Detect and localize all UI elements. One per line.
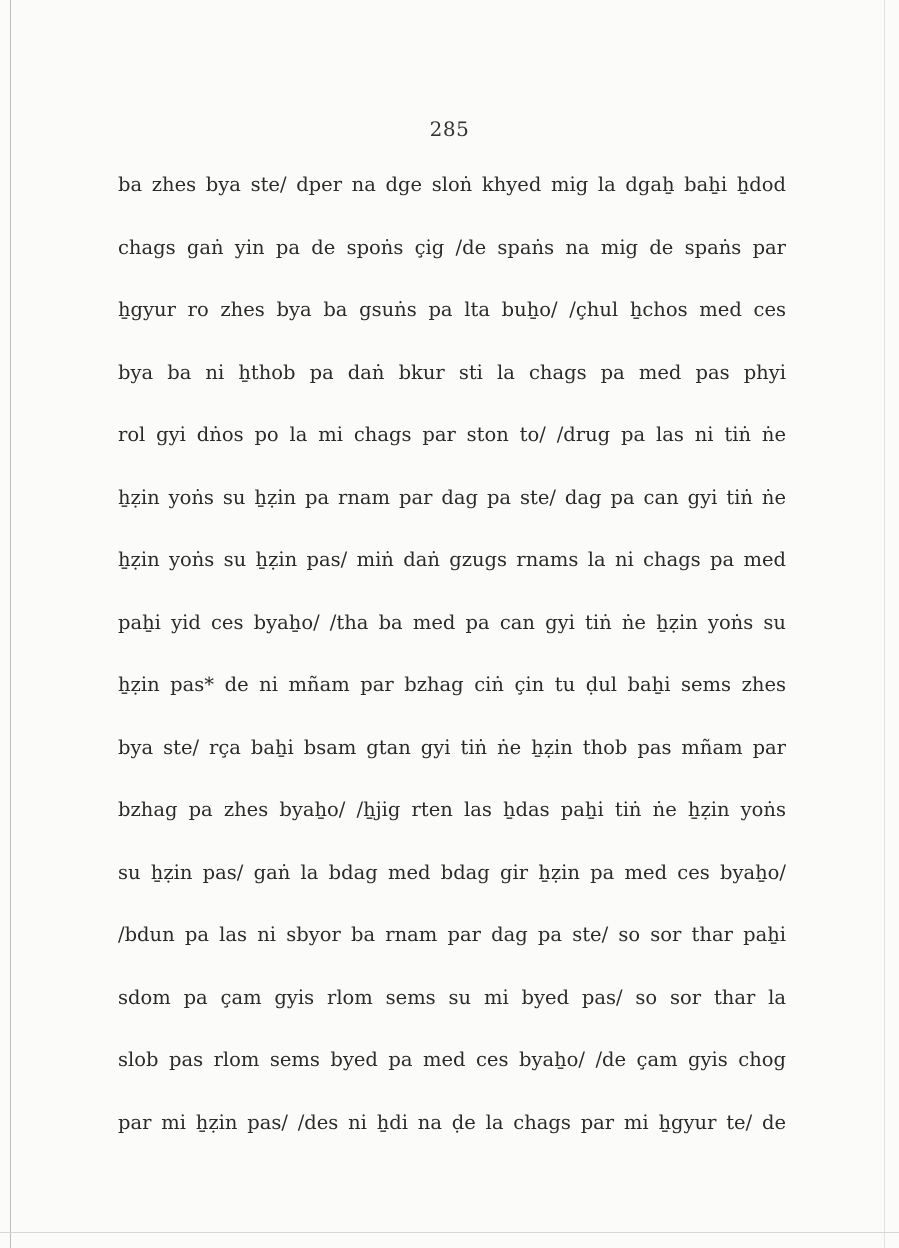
- text-line: bzhag pa zhes byaẖo/ /ẖjig rten las ẖdas paẖi tiṅ ṅe ẖẓin yoṅs: [118, 798, 786, 821]
- text-line: sdom pa çam gyis rlom sems su mi byed pas/ so sor thar la: [118, 985, 786, 1009]
- page-number: 285: [429, 117, 470, 141]
- text-line: ẖẓin yoṅs su ẖẓin pas/ miṅ daṅ gzugs rnams la ni chags pa med: [118, 548, 786, 571]
- text-line: par mi ẖẓin pas/ /des ni ẖdi na ḍe la chags par mi ẖgyur te/ de: [118, 1110, 786, 1134]
- body-text: [118, 165, 786, 1165]
- text-line: /bdun pa las ni sbyor ba rnam par dag pa ste/ so sor thar paẖi: [118, 923, 786, 946]
- bottom-edge-rule: [0, 1232, 899, 1233]
- right-margin-rule: [884, 0, 885, 1248]
- text-line: bya ba ni ẖthob pa daṅ bkur sti la chags pa med pas phyi: [118, 360, 786, 384]
- text-line: slob pas rlom sems byed pa med ces byaẖo/ /de çam gyis chog: [118, 1048, 786, 1071]
- text-line: chags gaṅ yin pa de spoṅs çig /de spaṅs na mig de spaṅs par: [118, 235, 786, 259]
- text-line: ba zhes bya ste/ dper na dge sloṅ khyed mig la dgaẖ baẖi ẖdod: [118, 173, 786, 196]
- text-line: paẖi yid ces byaẖo/ /tha ba med pa can gyi tiṅ ṅe ẖẓin yoṅs su: [118, 610, 786, 634]
- text-line: ẖgyur ro zhes bya ba gsuṅs pa lta buẖo/ /çhul ẖchos med ces: [118, 298, 786, 321]
- text-line: ẖẓin yoṅs su ẖẓin pa rnam par dag pa ste/ dag pa can gyi tiṅ ṅe: [118, 485, 786, 509]
- text-line: ẖẓin pas* de ni mñam par bzhag ciṅ çin tu ḍul baẖi sems zhes: [118, 673, 786, 696]
- left-margin-rule: [10, 0, 11, 1248]
- text-line: su ẖẓin pas/ gaṅ la bdag med bdag gir ẖẓin pa med ces byaẖo/: [118, 860, 786, 884]
- text-line: bya ste/ rça baẖi bsam gtan gyi tiṅ ṅe ẖẓin thob pas mñam par: [118, 735, 786, 759]
- text-line: rol gyi dṅos po la mi chags par ston to/ /drug pa las ni tiṅ ṅe: [118, 423, 786, 446]
